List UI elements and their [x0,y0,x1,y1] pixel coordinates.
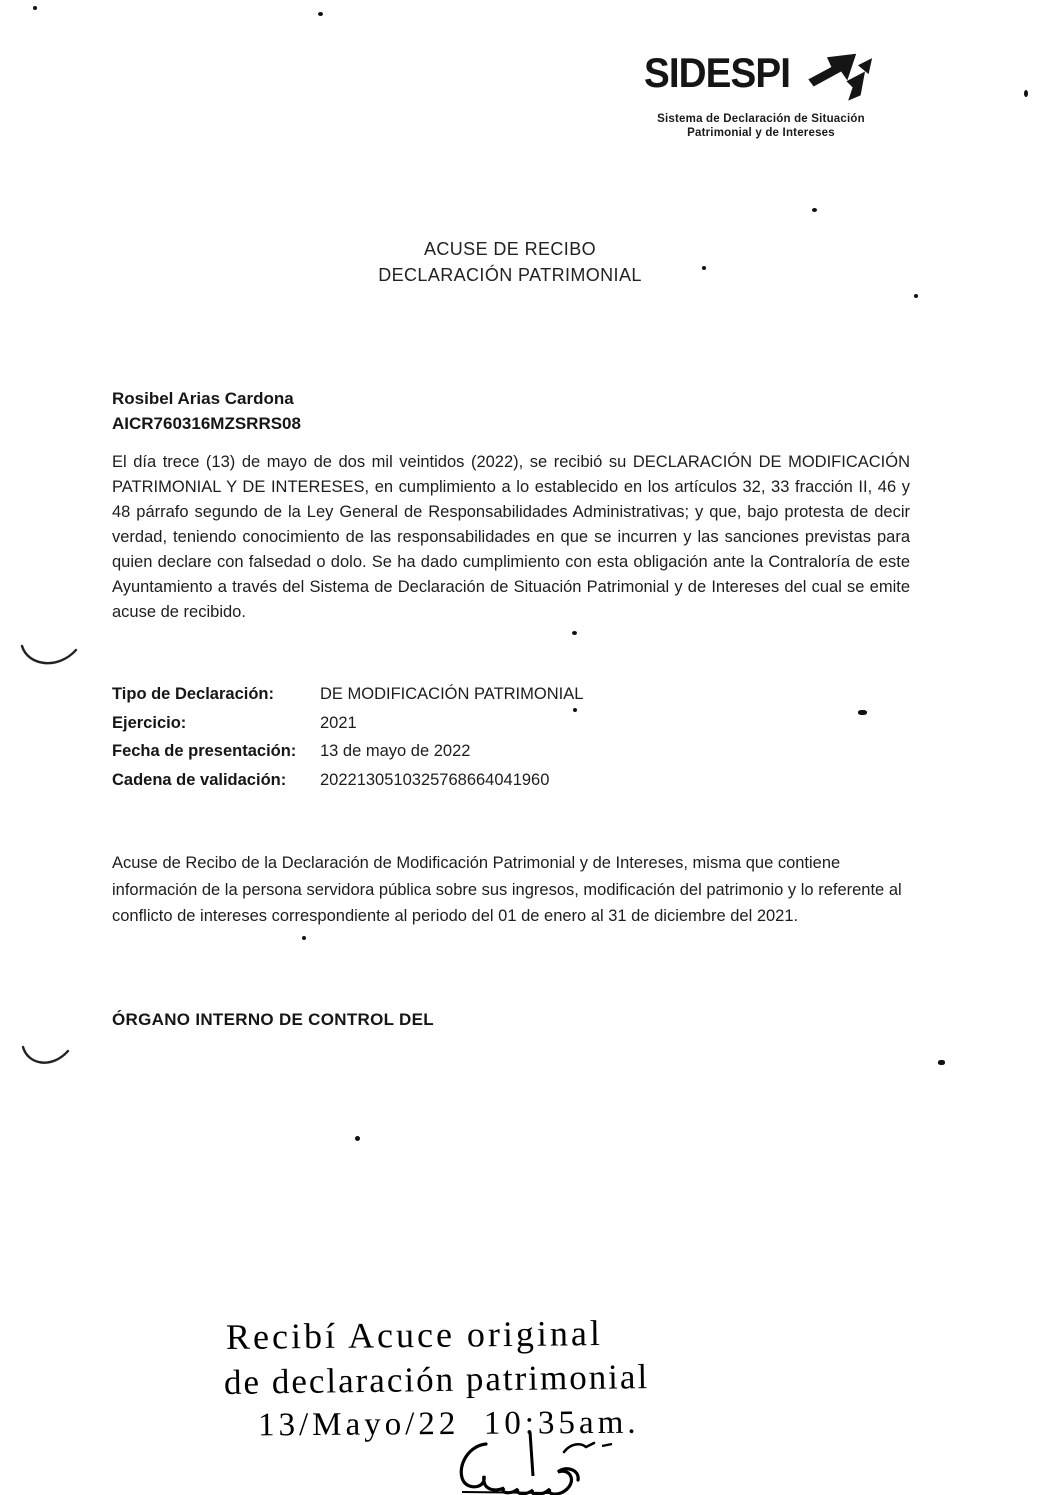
detail-row-tipo [112,680,583,709]
logo-tagline-line1: Sistema de Declaración de Situación [657,113,865,125]
detail-label: Tipo de Declaración: [112,685,274,703]
document-title-line1: ACUSE DE RECIBO [423,239,597,259]
detail-row-cadena [112,766,583,795]
recipient-curp: AICR760316MZSRRS08 [112,414,301,433]
handwritten-note-line1: Recibí Acuce original [225,1313,604,1357]
scan-artifact-dot [1024,90,1028,97]
sidespi-logo [636,50,886,140]
handwritten-note-line2: de declaración patrimonial [223,1357,650,1402]
logo-wordmark: SIDESPI [643,49,790,96]
signature-scribble [452,1430,632,1495]
scan-artifact-dot [572,631,577,635]
scan-artifact-dot [573,708,577,712]
document-title-line2: DECLARACIÓN PATRIMONIAL [378,265,642,285]
recipient-name: Rosibel Arias Cardona [112,389,294,408]
detail-row-ejercicio [112,709,583,738]
sidespi-arrow-icon [806,44,878,111]
detail-value: 2022130510325768664041960 [320,770,550,789]
scan-artifact-dot [318,12,323,16]
detail-value: DE MODIFICACIÓN PATRIMONIAL [320,685,584,703]
detail-label: Fecha de presentación: [112,742,297,760]
declaration-details [112,680,583,794]
scan-artifact-dot [302,936,306,940]
scan-artifact-dot [33,6,37,10]
scan-artifact-dot [812,208,817,212]
scan-artifact-arc [18,640,82,679]
logo-tagline-line2: Patrimonial y de Intereses [687,127,835,139]
detail-row-fecha [112,737,583,766]
scan-artifact-dot [914,294,918,298]
scan-artifact-arc [20,1042,72,1077]
scan-artifact-dot [858,710,867,715]
internal-control-organ-line: ÓRGANO INTERNO DE CONTROL DEL [112,1010,434,1029]
detail-value: 2021 [320,713,357,732]
detail-label: Cadena de validación: [112,770,287,789]
handwritten-note-line3: 13/Mayo/22 10:35am. [257,1404,640,1444]
recipient-block [112,386,301,436]
scan-artifact-dot [938,1060,945,1065]
document-title [300,236,720,288]
scan-artifact-dot [702,266,706,270]
body-paragraph-2: Acuse de Recibo de la Declaración de Modificación Patrimonial y de Intereses, misma que contiene información de la persona servidora pública sobre sus ingresos, modificación del patrimonio y lo referente al conflicto de intereses correspondiente al periodo del 01 de enero al 31 de diciembre del 2021. [112,854,902,925]
body-paragraph-1: El día trece (13) de mayo de dos mil veintidos (2022), se recibió su DECLARACIÓN DE MODIFICACIÓN PATRIMONIAL Y DE INTERESES, en cumplimiento a lo establecido en los artículos 32, 33 fracción II, 46 y 48 párrafo segundo de la Ley General de Responsabilidades Administrativas; y que, bajo protesta de decir verdad, teniendo conocimiento de las responsabilidades en que se incurren y las sanciones previstas para quien declare con falsedad o dolo. Se ha dado cumplimiento con esta obligación ante la Contraloría de este Ayuntamiento a través del Sistema de Declaración de Situación Patrimonial y de Intereses del cual se emite acuse de recibido. [112,453,910,621]
detail-label: Ejercicio: [112,713,187,732]
scan-artifact-dot [355,1136,360,1141]
logo-tagline [636,112,886,140]
detail-value: 13 de mayo de 2022 [320,742,471,760]
